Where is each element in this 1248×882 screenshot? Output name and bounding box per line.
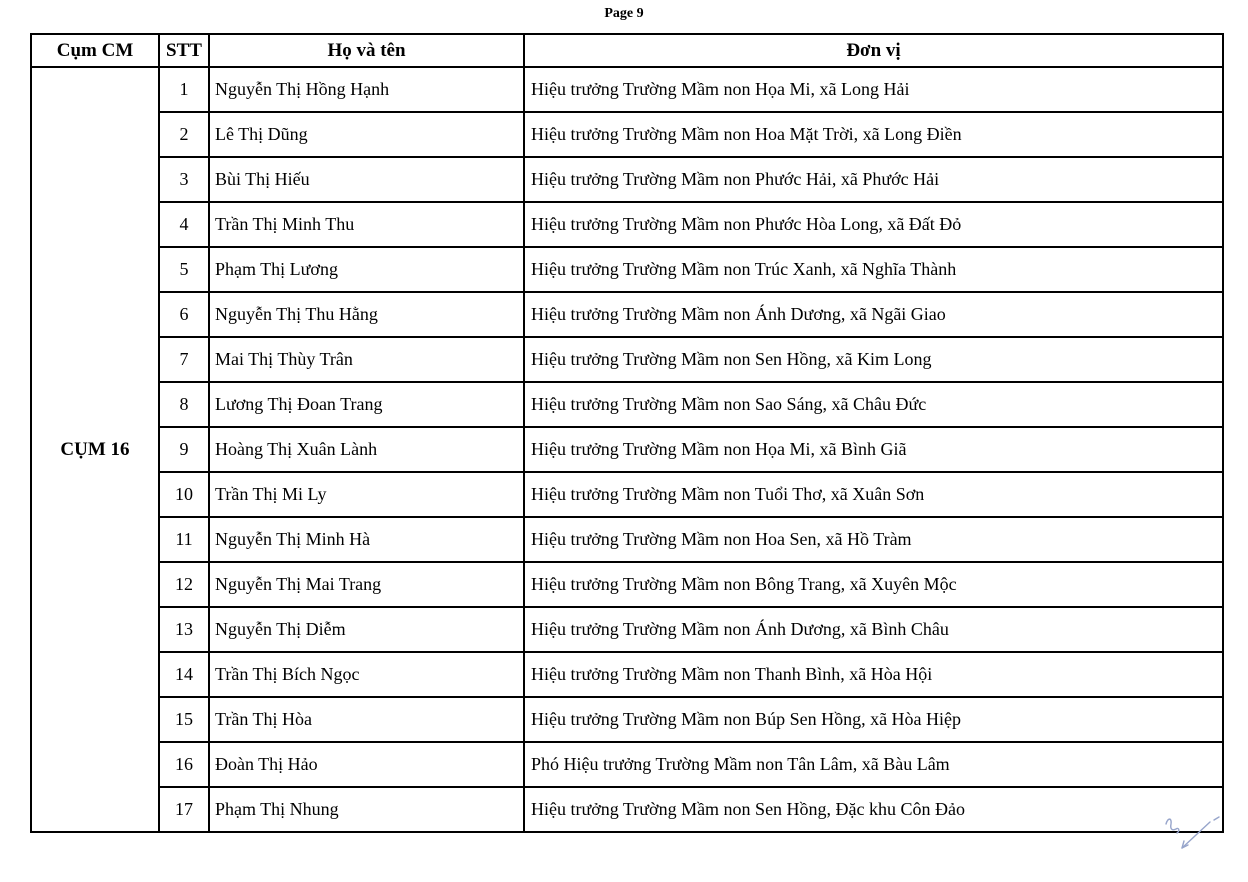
stt-cell: 1 <box>159 67 209 112</box>
name-cell: Phạm Thị Lương <box>209 247 524 292</box>
table-row <box>31 517 1223 562</box>
header-row <box>31 34 1223 67</box>
unit-cell: Hiệu trưởng Trường Mầm non Sen Hồng, Đặc khu Côn Đảo <box>524 787 1223 832</box>
name-cell: Hoàng Thị Xuân Lành <box>209 427 524 472</box>
unit-cell: Hiệu trưởng Trường Mầm non Ánh Dương, xã Bình Châu <box>524 607 1223 652</box>
name-cell: Lê Thị Dũng <box>209 112 524 157</box>
unit-cell: Hiệu trưởng Trường Mầm non Ánh Dương, xã Ngãi Giao <box>524 292 1223 337</box>
stt-cell: 7 <box>159 337 209 382</box>
table-row <box>31 337 1223 382</box>
group-cell: CỤM 16 <box>31 67 159 832</box>
name-cell: Mai Thị Thùy Trân <box>209 337 524 382</box>
stt-cell: 11 <box>159 517 209 562</box>
table-row <box>31 787 1223 832</box>
column-header-unit: Đơn vị <box>524 34 1223 67</box>
roster-table <box>30 33 1224 833</box>
table-row <box>31 427 1223 472</box>
table-row <box>31 157 1223 202</box>
table-row <box>31 607 1223 652</box>
stt-cell: 2 <box>159 112 209 157</box>
stt-cell: 12 <box>159 562 209 607</box>
stt-cell: 9 <box>159 427 209 472</box>
column-header-stt: STT <box>159 34 209 67</box>
unit-cell: Hiệu trưởng Trường Mầm non Hoa Mặt Trời, xã Long Điền <box>524 112 1223 157</box>
unit-cell: Hiệu trưởng Trường Mầm non Bông Trang, xã Xuyên Mộc <box>524 562 1223 607</box>
unit-cell: Hiệu trưởng Trường Mầm non Họa Mi, xã Bình Giã <box>524 427 1223 472</box>
stt-cell: 16 <box>159 742 209 787</box>
table-row <box>31 742 1223 787</box>
table-row <box>31 67 1223 112</box>
unit-cell: Phó Hiệu trưởng Trường Mầm non Tân Lâm, xã Bàu Lâm <box>524 742 1223 787</box>
column-header-name: Họ và tên <box>209 34 524 67</box>
name-cell: Đoàn Thị Hảo <box>209 742 524 787</box>
table-row <box>31 652 1223 697</box>
stt-cell: 8 <box>159 382 209 427</box>
stt-cell: 13 <box>159 607 209 652</box>
stt-cell: 15 <box>159 697 209 742</box>
unit-cell: Hiệu trưởng Trường Mầm non Hoa Sen, xã Hồ Tràm <box>524 517 1223 562</box>
table-row <box>31 562 1223 607</box>
stt-cell: 3 <box>159 157 209 202</box>
table-row <box>31 202 1223 247</box>
name-cell: Trần Thị Minh Thu <box>209 202 524 247</box>
unit-cell: Hiệu trưởng Trường Mầm non Họa Mi, xã Long Hải <box>524 67 1223 112</box>
unit-cell: Hiệu trưởng Trường Mầm non Thanh Bình, xã Hòa Hội <box>524 652 1223 697</box>
name-cell: Phạm Thị Nhung <box>209 787 524 832</box>
stt-cell: 4 <box>159 202 209 247</box>
name-cell: Nguyễn Thị Diễm <box>209 607 524 652</box>
name-cell: Trần Thị Mi Ly <box>209 472 524 517</box>
table-row <box>31 472 1223 517</box>
table-row <box>31 382 1223 427</box>
table-row <box>31 697 1223 742</box>
stt-cell: 17 <box>159 787 209 832</box>
name-cell: Bùi Thị Hiếu <box>209 157 524 202</box>
unit-cell: Hiệu trưởng Trường Mầm non Phước Hòa Long, xã Đất Đỏ <box>524 202 1223 247</box>
stt-cell: 6 <box>159 292 209 337</box>
name-cell: Nguyễn Thị Thu Hằng <box>209 292 524 337</box>
table-row <box>31 247 1223 292</box>
name-cell: Nguyễn Thị Minh Hà <box>209 517 524 562</box>
name-cell: Trần Thị Bích Ngọc <box>209 652 524 697</box>
name-cell: Trần Thị Hòa <box>209 697 524 742</box>
table-row <box>31 292 1223 337</box>
unit-cell: Hiệu trưởng Trường Mầm non Tuổi Thơ, xã Xuân Sơn <box>524 472 1223 517</box>
table-row <box>31 112 1223 157</box>
unit-cell: Hiệu trưởng Trường Mầm non Sao Sáng, xã Châu Đức <box>524 382 1223 427</box>
page-title: Page 9 <box>604 6 644 21</box>
name-cell: Lương Thị Đoan Trang <box>209 382 524 427</box>
name-cell: Nguyễn Thị Mai Trang <box>209 562 524 607</box>
stt-cell: 10 <box>159 472 209 517</box>
unit-cell: Hiệu trưởng Trường Mầm non Sen Hồng, xã Kim Long <box>524 337 1223 382</box>
unit-cell: Hiệu trưởng Trường Mầm non Phước Hải, xã Phước Hải <box>524 157 1223 202</box>
unit-cell: Hiệu trưởng Trường Mầm non Búp Sen Hồng, xã Hòa Hiệp <box>524 697 1223 742</box>
stt-cell: 5 <box>159 247 209 292</box>
unit-cell: Hiệu trưởng Trường Mầm non Trúc Xanh, xã Nghĩa Thành <box>524 247 1223 292</box>
stt-cell: 14 <box>159 652 209 697</box>
column-header-cum: Cụm CM <box>31 34 159 67</box>
name-cell: Nguyễn Thị Hồng Hạnh <box>209 67 524 112</box>
